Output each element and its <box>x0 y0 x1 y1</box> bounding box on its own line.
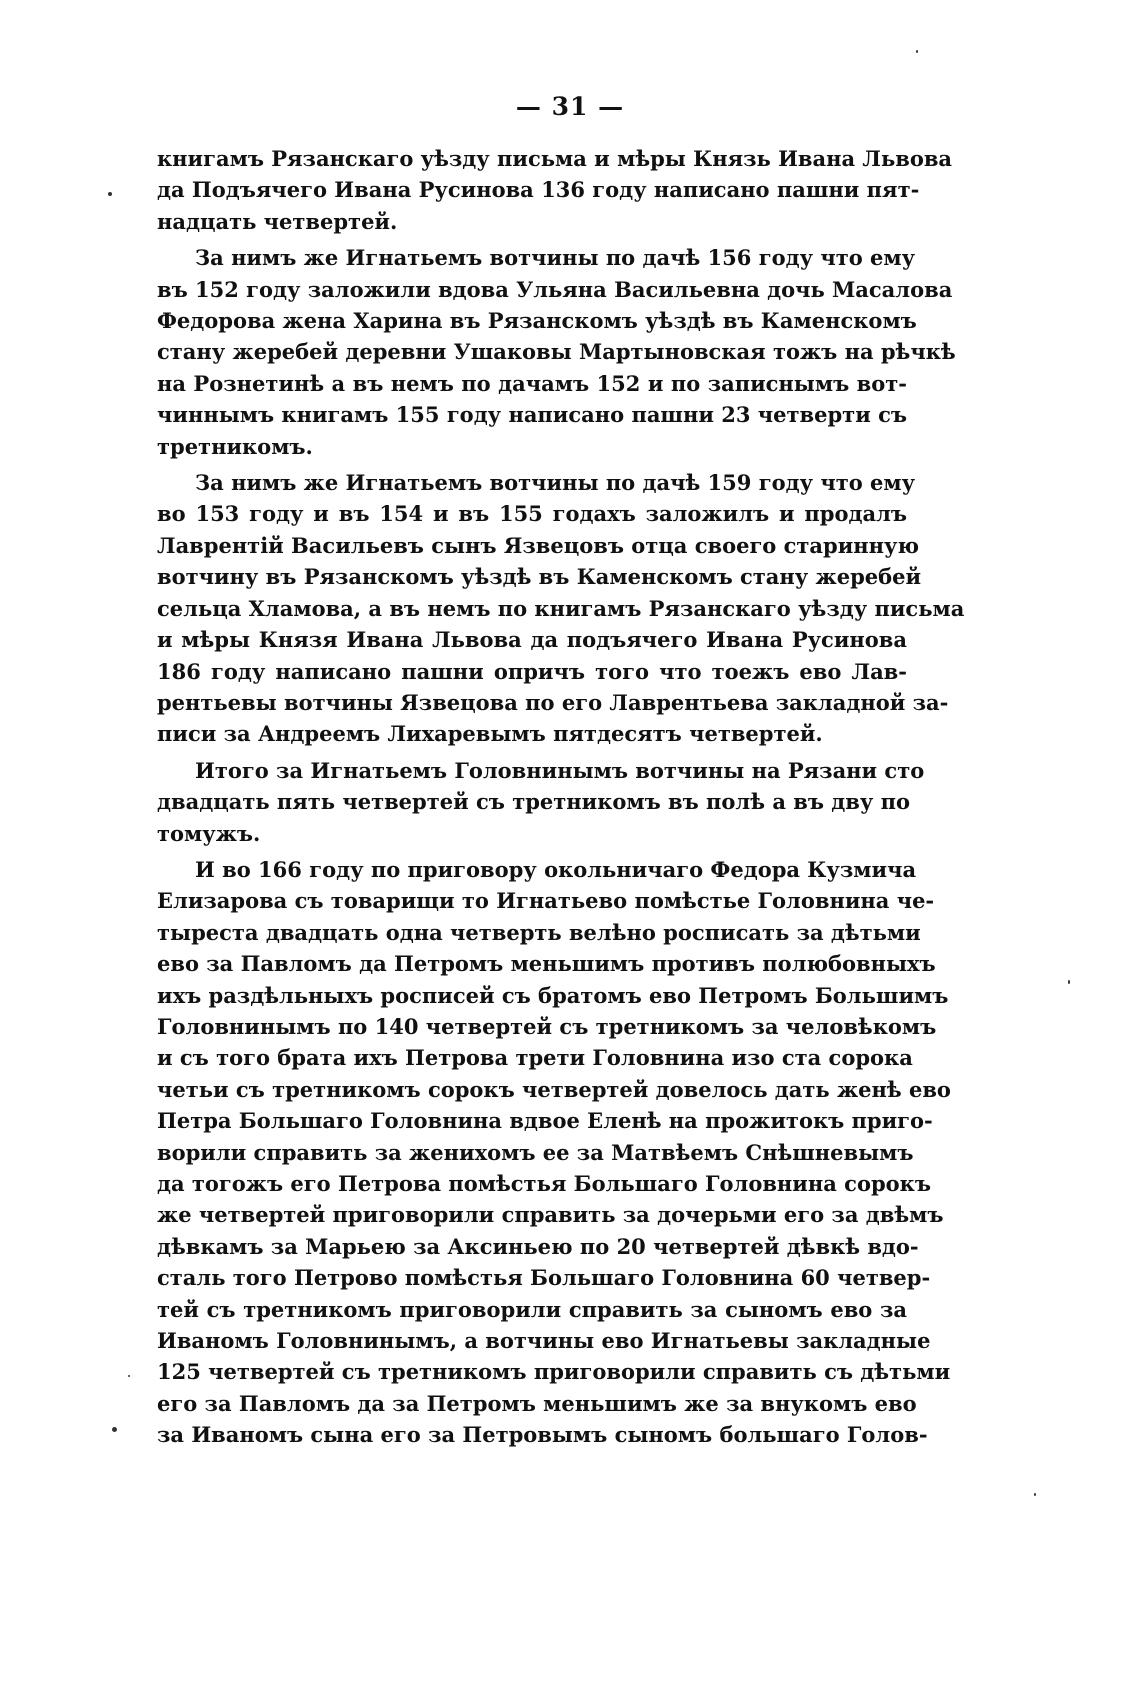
text-line: Лаврентій Васильевъ сынъ Язвецовъ отца своего старинную <box>157 532 920 558</box>
text-line: въ 152 году заложили вдова Ульяна Васильевна дочь Масалова <box>157 276 953 302</box>
text-line: Федорова жена Харина въ Рязанскомъ уѣздѣ въ Каменскомъ <box>157 308 917 334</box>
scan-speck <box>112 1427 117 1432</box>
page-number: — 31 — <box>515 92 625 121</box>
text-line: 186 году написано пашни опричъ того что тоежъ ево Лав- <box>157 658 907 684</box>
text-line: же четвертей приговорили справить за дочерьми его за двѣмъ <box>157 1202 944 1228</box>
text-line: За нимъ же Игнатьемъ вотчины по дачѣ 156 году что ему <box>195 245 916 271</box>
text-line: тей съ третникомъ приговорили справить за сыномъ ево за <box>157 1296 907 1322</box>
scan-speck <box>1068 980 1070 984</box>
text-line: Итого за Игнатьемъ Головнинымъ вотчины на Рязани сто <box>195 757 925 783</box>
scan-speck <box>108 192 112 196</box>
text-line: на Рознетинѣ а въ немъ по дачамъ 152 и по записнымъ вот- <box>157 370 907 396</box>
text-line: надцать четвертей. <box>157 208 398 234</box>
scan-speck <box>1034 1493 1036 1496</box>
text-line: Головнинымъ по 140 четвертей съ третникомъ за человѣкомъ <box>157 1013 937 1039</box>
scan-speck <box>916 50 918 53</box>
text-line: книгамъ Рязанскаго уѣзду письма и мѣры Князь Ивана Львова <box>157 146 953 171</box>
text-line: писи за Андреемъ Лихаревымъ пятдесятъ четвертей. <box>157 721 823 747</box>
text-line: стану жеребей деревни Ушаковы Мартыновская тожъ на рѣчкѣ <box>157 339 956 365</box>
body-text <box>157 143 965 1456</box>
text-line: Петра Большаго Головнина вдвое Еленѣ на прожитокъ приго- <box>157 1108 933 1134</box>
text-line: вотчину въ Рязанскомъ уѣздѣ въ Каменскомъ стану жеребей <box>157 564 922 590</box>
paragraph <box>157 854 951 1451</box>
text-line: третникомъ. <box>157 433 313 459</box>
text-line: да Подъячего Ивана Русинова 136 году написано пашни пят- <box>157 177 920 203</box>
text-line: дѣвкамъ за Марьею за Аксиньею по 20 четвертей дѣвкѣ вдо- <box>157 1233 919 1259</box>
text-line: да тогожъ его Петрова помѣстья Большаго Головнина сорокъ <box>157 1171 931 1196</box>
text-line: Иваномъ Головнинымъ, а вотчины ево Игнатьевы закладные <box>157 1328 931 1354</box>
text-line: за Иваномъ сына его за Петровымъ сыномъ большаго Голов- <box>157 1422 928 1448</box>
text-line: четьи съ третникомъ сорокъ четвертей довелось дать женѣ ево <box>157 1076 951 1102</box>
text-line: тыреста двадцать одна четверть велѣно росписать за дѣтьми <box>157 919 921 945</box>
text-line: ворили справить за женихомъ ее за Матвѣемъ Снѣшневымъ <box>157 1139 914 1165</box>
paragraph <box>157 467 965 750</box>
paragraph <box>157 755 925 849</box>
text-line: во 153 году и въ 154 и въ 155 годахъ заложилъ и продалъ <box>157 501 907 527</box>
text-line: ихъ раздѣльныхъ росписей съ братомъ ево Петромъ Большимъ <box>157 982 949 1008</box>
text-line: чиннымъ книгамъ 155 году написано пашни 23 четверти съ <box>157 402 907 428</box>
paragraph <box>157 242 956 462</box>
text-line: и съ того брата ихъ Петрова трети Головнина изо ста сорока <box>157 1045 913 1071</box>
text-line: Елизарова съ товарищи то Игнатьево помѣстье Головнина че- <box>157 888 935 914</box>
text-line: и мѣры Князя Ивана Львова да подъячего Ивана Русинова <box>157 627 907 653</box>
text-line: 125 четвертей съ третникомъ приговорили справить съ дѣтьми <box>157 1359 951 1385</box>
text-line: томужъ. <box>157 820 261 846</box>
text-line: ево за Павломъ да Петромъ меньшимъ противъ полюбовныхъ <box>157 951 936 977</box>
text-line: сталь того Петрово помѣстья Большаго Головнина 60 четвер- <box>157 1265 931 1291</box>
text-line: его за Павломъ да за Петромъ меньшимъ же за внукомъ ево <box>157 1390 917 1416</box>
text-line: сельца Хламова, а въ немъ по книгамъ Рязанскаго уѣзду письма <box>157 595 965 621</box>
paragraph <box>157 143 953 237</box>
text-line: рентьевы вотчины Язвецова по его Лаврентьева закладной за- <box>157 689 949 715</box>
scan-speck <box>128 1375 130 1377</box>
text-line: И во 166 году по приговору окольничаго Федора Кузмича <box>195 856 917 882</box>
text-line: За нимъ же Игнатьемъ вотчины по дачѣ 159 году что ему <box>195 470 916 496</box>
text-line: двадцать пять четвертей съ третникомъ въ полѣ а въ дву по <box>157 789 910 815</box>
